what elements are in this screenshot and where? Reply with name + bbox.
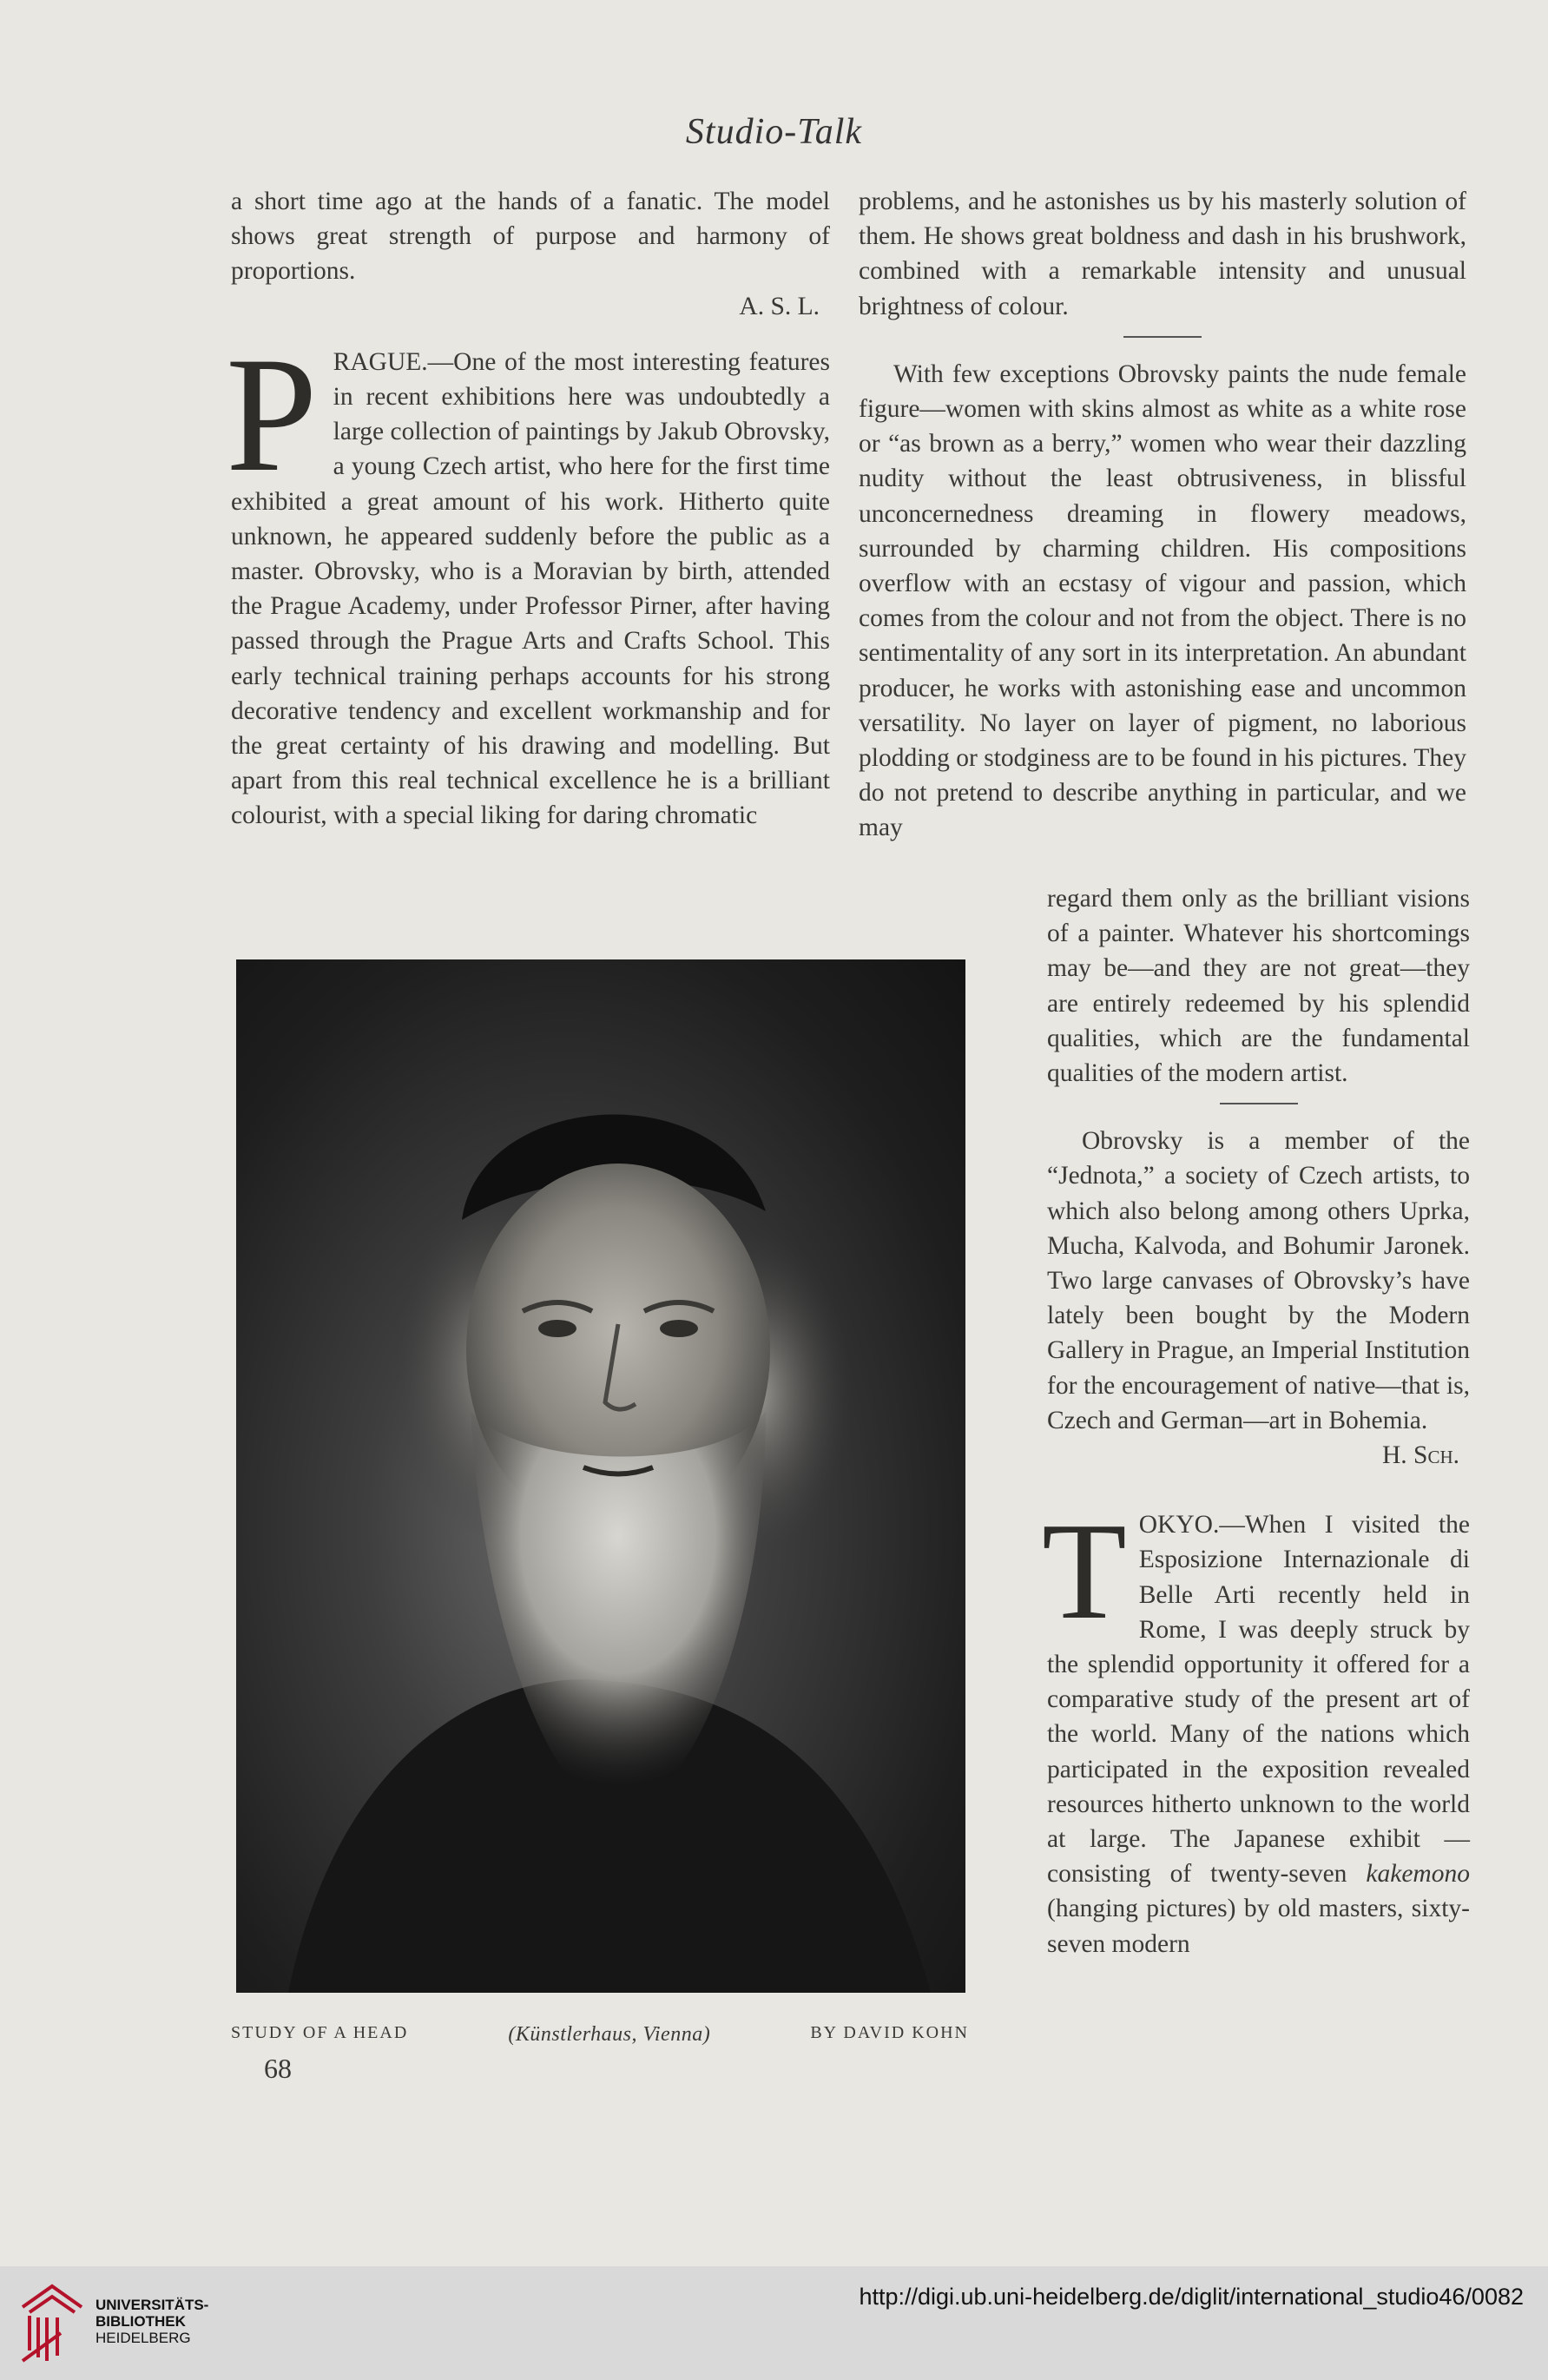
section-rule [1123,336,1202,338]
paragraph-fanatic: a short time ago at the hands of a fanatic. The model shows great strength of purpose and harmony of proportions. [231,188,830,286]
running-head: Studio-Talk [685,112,863,152]
source-url-link[interactable]: http://digi.ub.uni-heidelberg.de/diglit/international_studio46/0082 [859,2284,1524,2310]
paragraph-jednota: Obrovsky is a member of the “Jednota,” a society of Czech artists, to which also belong among others Uprka, Mucha, Kalvoda, and Bohumir Jaronek. Two large canvases of Obrovsky’s have lately been bought by the Modern Gallery in Prague, an Imperial Institution for the encouragement of native—that is, Czech and German—art in Bohemia. [1047,1127,1470,1434]
dropcap-t: T [1042,1493,1127,1649]
paragraph-visions: regard them only as the brilliant visions of a painter. Whatever his shortcomings may be—and they are not great—they are entirely redeemed by his splendid qualities, which are the fundamental qualities of the modern artist. [1047,885,1470,1088]
section-rule [1220,1103,1298,1104]
signature-hsch: H. Sch. [1381,1441,1459,1470]
prague-text: —One of the most interesting features in recent exhibitions here was undoubtedly a large collection of paintings by Jakub Obrovsky, a young Czech artist, who here for the first time exhibited a great amount of his work. Hitherto quite unknown, he appeared suddenly before the public as a master. Obrovsky, who is a Moravian by birth, attended the Prague Academy, under Professor Pirner, after having passed through the Prague Arts and Crafts School. This early technical training perhaps accounts for his strong decorative tendency and excellent workmanship and for the great certainty of his drawing and modelling. But apart from this real technical excellence he is a brilliant colourist, with a special liking for daring chromatic [231,347,830,830]
figure-caption [231,2023,969,2047]
right-column-narrow [1042,881,1470,1961]
kakemono-term: kakemono [1366,1860,1470,1889]
portrait-illustration [236,959,965,1993]
tokyo-lead: OKYO. [1138,1511,1220,1539]
caption-artist: BY DAVID KOHN [810,2023,969,2042]
library-name: UNIVERSITÄTS- BIBLIOTHEK HEIDELBERG [96,2297,209,2346]
library-logo-icon [17,2281,85,2364]
prague-lead: RAGUE. [333,347,428,376]
signoff-hsch [1047,1438,1470,1473]
page-number: 68 [264,2053,292,2084]
left-column [226,184,830,834]
right-column [859,184,1466,846]
portrait-photograph [236,959,965,1993]
signoff-asl [231,289,830,324]
paragraph-prague [226,323,830,834]
dropcap-p: P [226,323,318,506]
caption-title: STUDY OF A HEAD [231,2023,409,2042]
signature-asl: A. S. L. [739,292,820,320]
caption-location: (Künstlerhaus, Vienna) [508,2023,711,2046]
paragraph-problems: problems, and he astonishes us by his masterly solution of them. He shows great boldness and dash in his brushwork, combined with a remarkable intensity and unusual brightness of colour. [859,188,1466,320]
paragraph-tokyo: TOKYO.—When I visited the Esposizione Internazionale di Belle Arti recently held in Rome, I was deeply struck by the splendid opportunity it offered for a comparative study of the present art of the world. Many of the nations which participated in the exposition revealed resources hitherto unknown to the world at large. The Japanese exhibit —consisting of twenty-seven kakemono (hanging pictures) by old masters, sixty-seven modern [1042,1493,1470,1958]
paragraph-nude: With few exceptions Obrovsky paints the nude female figure—women with skins almost as white as a white rose or “as brown as a berry,” women who wear their dazzling nudity without the least obtrusiveness, in blissful unconcernedness dreaming in flowery meadows, surrounded by charming children. His compositions overflow with an ecstasy of vigour and passion, which comes from the colour and not from the object. There is no sentimentality of any sort in its interpretation. An abundant producer, he works with astonishing ease and uncommon versatility. No layer on layer of pigment, no laborious plodding or stodginess are to be found in his pictures. They do not pretend to describe anything in particular, and we may [859,359,1466,842]
